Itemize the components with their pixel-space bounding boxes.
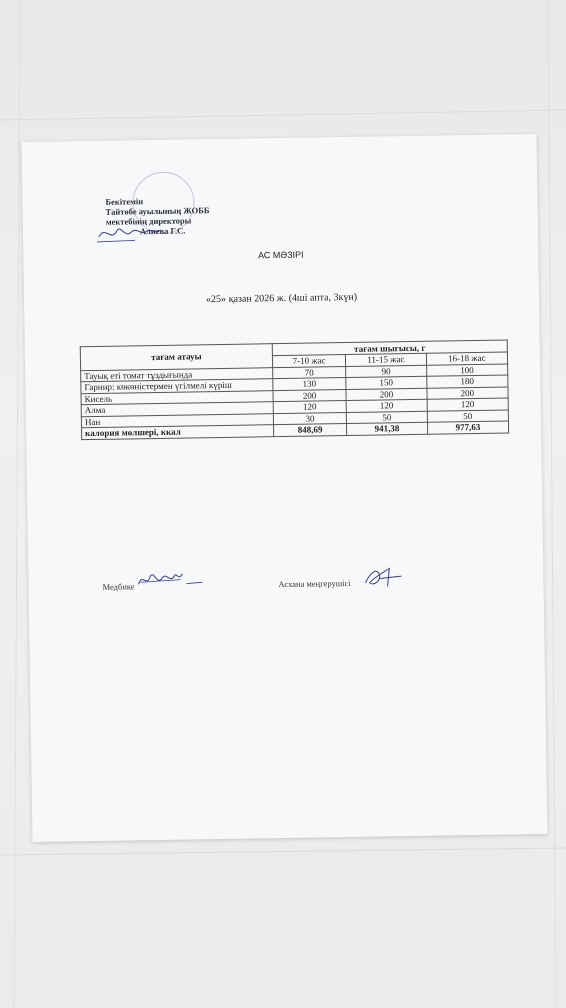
total-value: 941,38 (347, 422, 428, 435)
cook-signature (361, 564, 411, 591)
date-day: «25» (205, 293, 227, 306)
document-sheet (22, 134, 548, 842)
portion-value: 30 (273, 412, 346, 425)
portion-value: 50 (346, 411, 427, 424)
portion-value: 70 (273, 366, 346, 379)
nurse-label: Медбике (102, 581, 135, 592)
portion-value: 120 (273, 401, 346, 414)
header-dish-name: тағам атауы (80, 344, 272, 371)
header-age: 16-18 жас (426, 352, 507, 365)
menu-title: АС МӘЗІРІ (257, 249, 304, 261)
approval-line-3: мектебінің директоры (105, 215, 192, 227)
approval-line-2: Тайтөбе ауылының ЖОББ (105, 205, 210, 217)
portion-value: 90 (346, 365, 427, 378)
portion-value: 180 (426, 375, 507, 388)
portion-value: 100 (426, 363, 507, 376)
header-portion-group: тағам шығысы, г (272, 340, 507, 356)
date-rest: қазан 2026 ж. (4ші апта, 3күн) (228, 291, 358, 305)
total-label: калория мөлшері, ккал (82, 425, 274, 440)
approval-line-4: Алиева Г.С. (139, 225, 186, 237)
portion-value: 120 (346, 399, 427, 412)
portion-value: 200 (273, 389, 346, 402)
approval-line-1: Бекітемін (105, 196, 144, 207)
dish-name: Гарнир: көкөністермен үгілмелі күріш (81, 379, 273, 394)
cook-label: Асхана меңгерушісі (278, 577, 351, 590)
portion-value: 130 (273, 378, 346, 391)
portion-value: 200 (346, 388, 427, 401)
portion-value: 50 (427, 409, 508, 422)
total-value: 977,63 (427, 421, 508, 434)
header-age: 11-15 жас (345, 353, 426, 366)
date-line (24, 289, 539, 308)
portion-value: 200 (427, 386, 508, 399)
director-signature (95, 222, 165, 245)
header-age: 7-10 жас (272, 355, 345, 368)
dish-name: Алма (81, 402, 273, 417)
menu-table (80, 339, 509, 439)
dish-name: Тауық еті томат тұздығында (81, 367, 273, 382)
portion-value: 150 (346, 376, 427, 389)
dish-name: Кисель (81, 390, 273, 405)
portion-value: 120 (427, 398, 508, 411)
total-value: 848,69 (274, 424, 347, 437)
nurse-signature (136, 567, 206, 592)
dish-name: Нан (81, 413, 273, 428)
